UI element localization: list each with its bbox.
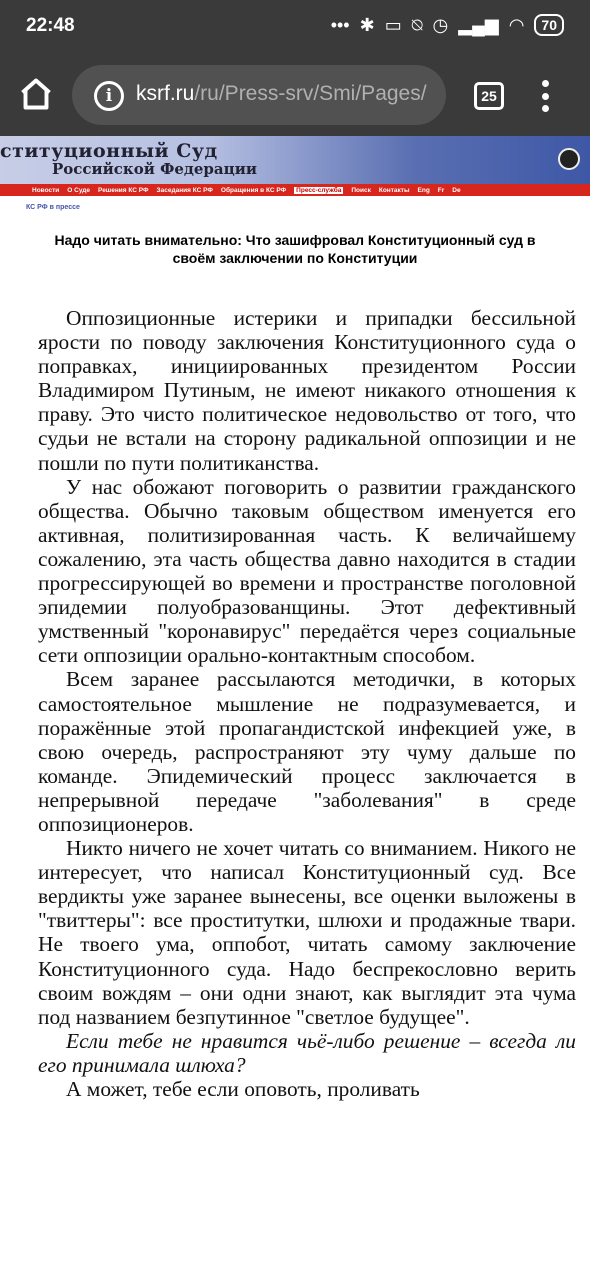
nav-item-contacts[interactable]: Контакты: [378, 186, 410, 194]
nav-item-search[interactable]: Поиск: [351, 186, 371, 194]
article-heading: Надо читать внимательно: Что зашифровал Конституционный суд в своём заключении по Конституции: [54, 232, 536, 266]
nav-item-decisions[interactable]: Решения КС РФ: [98, 186, 149, 194]
article-paragraph: Всем заранее рассылаются методички, в которых самостоятельное мышление не подразумевается, и поражённые этой пропагандистской инфекцией уже, в свою очередь, распространяют эту чуму дальше по команде. Эпидемический процесс заключается в непрерывной передаче "заболевания" в среде оппозиционеров.: [38, 667, 576, 836]
alarm-icon: ◷: [432, 14, 449, 35]
article-body: [38, 306, 576, 1101]
info-icon[interactable]: i: [94, 81, 124, 111]
nav-item-sessions[interactable]: Заседания КС РФ: [156, 186, 213, 194]
nav-item-appeals[interactable]: Обращения в КС РФ: [220, 186, 287, 194]
browser-toolbar: [0, 56, 590, 136]
signal-icon: ▂▄▆: [458, 14, 499, 35]
nav-item-eng[interactable]: Eng: [417, 186, 430, 194]
bluetooth-icon: ✱: [359, 14, 375, 35]
nav-item-fr[interactable]: Fr: [437, 186, 445, 194]
site-title-line2: Российской Федерации: [52, 160, 257, 178]
site-title-line1: ституционный Суд: [0, 140, 218, 162]
nav-item-about[interactable]: О Суде: [67, 186, 91, 194]
status-time: 22:48: [26, 15, 75, 36]
site-nav: [0, 184, 590, 196]
court-emblem-icon: [558, 148, 580, 170]
url-text[interactable]: [136, 82, 436, 106]
wifi-icon: ◠: [508, 14, 525, 35]
overflow-menu-icon[interactable]: [542, 80, 550, 112]
article-paragraph-cutoff: А может, тебе если оповоть, проливать: [66, 1077, 420, 1101]
nav-item-press[interactable]: Пресс-служба: [296, 186, 342, 194]
article-paragraph: Оппозиционные истерики и припадки бессильной ярости по поводу заключения Конституционного суда о поправках, инициированных президентом России Владимиром Путиным, не имеют никакого отношения к праву. Это чисто политическое недовольство от того, что судьи не встали на сторону радикальной оппозиции и не пошли по пути политиканства.: [38, 306, 576, 475]
alarm-off-icon: ⍉: [411, 14, 423, 35]
article-paragraph: Никто ничего не хочет читать со вниманием. Никого не интересует, что написал Конституционный суд. Все вердикты уже заранее вынесены, все оценки выложены в "твиттеры": все проститутки, шлюхи и продажные твари. Не твоего ума, оппобот, читать самому заключение Конституционного суда. Надо беспрекословно верить своим вождям – они одни знают, как выглядит эта чума под названием безпутинное "светлое будущее".: [38, 836, 576, 1029]
article-italic-paragraph: Если тебе не нравится чьё-либо решение – всегда ли его принимала шлюха?: [38, 1028, 576, 1077]
status-bar: [0, 0, 590, 56]
url-host: ksrf.ru: [136, 82, 195, 105]
nav-item-de[interactable]: De: [452, 186, 461, 194]
nav-item-news[interactable]: Новости: [32, 186, 60, 194]
home-icon[interactable]: [18, 76, 54, 112]
url-path: /ru/Press-srv/Smi/Pages/: [194, 82, 427, 105]
address-bar[interactable]: [72, 65, 446, 125]
tab-switcher-button[interactable]: 25: [474, 82, 504, 110]
article-paragraph: У нас обожают поговорить о развитии гражданского общества. Обычно таковым обществом именуется его активная, политизированная часть. К величайшему сожалению, эта часть общества давно находится в стадии прогрессирующей во времени и пространстве поголовной эпидемии полуобразованщины. Этот дефективный умственный "коронавирус" передаётся через социальные сети оппозиции орально-контактным способом.: [38, 474, 576, 668]
vibrate-icon: ▭: [384, 14, 402, 35]
site-banner: [0, 136, 590, 184]
status-icons: [331, 14, 564, 36]
breadcrumb[interactable]: КС РФ в прессе: [26, 204, 80, 211]
battery-icon: 70: [534, 14, 564, 36]
more-dots-icon: •••: [330, 14, 350, 35]
